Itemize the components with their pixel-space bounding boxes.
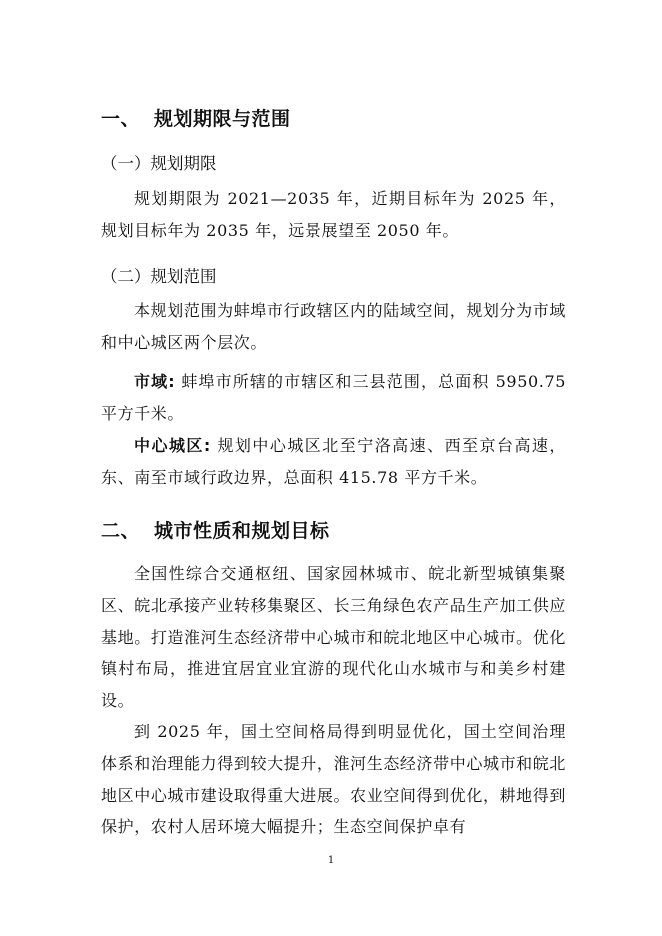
term-central-urban-area: 中心城区: bbox=[134, 436, 211, 455]
paragraph-planning-goals: 到 2025 年，国土空间格局得到明显优化，国土空间治理体系和治理能力得到较大提升，淮河生态经济带中心城市和皖北地区中心城市建设取得重大进展。农业空间得到优化，耕地得到保护，农村人居环境大幅提升；生态空间保护卓有 bbox=[101, 722, 566, 837]
subsection-heading-planning-period: （一）规划期限 bbox=[101, 154, 217, 173]
paragraph-planning-period: 规划期限为 2021—2035 年，近期目标年为 2025 年，规划目标年为 2035 年，远景展望至 2050 年。 bbox=[101, 189, 566, 240]
term-municipal-area: 市域: bbox=[134, 372, 176, 391]
paragraph-central-urban-area bbox=[101, 430, 566, 494]
paragraph-city-nature: 全国性综合交通枢纽、国家园林城市、皖北新型城镇集聚区、皖北承接产业转移集聚区、长三角绿色农产品生产加工供应基地。打造淮河生态经济带中心城市和皖北地区中心城市。优化镇村布局，推进宜居宜业宜游的现代化山水城市与和美乡村建设。 bbox=[101, 564, 566, 711]
paragraph-municipal-area bbox=[101, 366, 566, 430]
section-heading-1 bbox=[101, 104, 291, 131]
text-municipal-area: 蚌埠市所辖的市辖区和三县范围，总面积 5950.75 平方千米。 bbox=[101, 372, 566, 423]
section-heading-2 bbox=[101, 516, 330, 543]
text-central-urban-area: 规划中心城区北至宁洛高速、西至京台高速，东、南至市域行政边界，总面积 415.78 平方千米。 bbox=[101, 436, 566, 487]
paragraph-planning-scope: 本规划范围为蚌埠市行政辖区内的陆域空间，规划分为市域和中心城区两个层次。 bbox=[101, 301, 566, 352]
section-number: 二、 bbox=[101, 520, 141, 542]
section-number: 一、 bbox=[101, 108, 141, 130]
page-number: 1 bbox=[327, 855, 335, 866]
section-title: 规划期限与范围 bbox=[154, 108, 291, 130]
subsection-heading-planning-scope: （二）规划范围 bbox=[101, 267, 217, 286]
section-title: 城市性质和规划目标 bbox=[154, 520, 330, 542]
